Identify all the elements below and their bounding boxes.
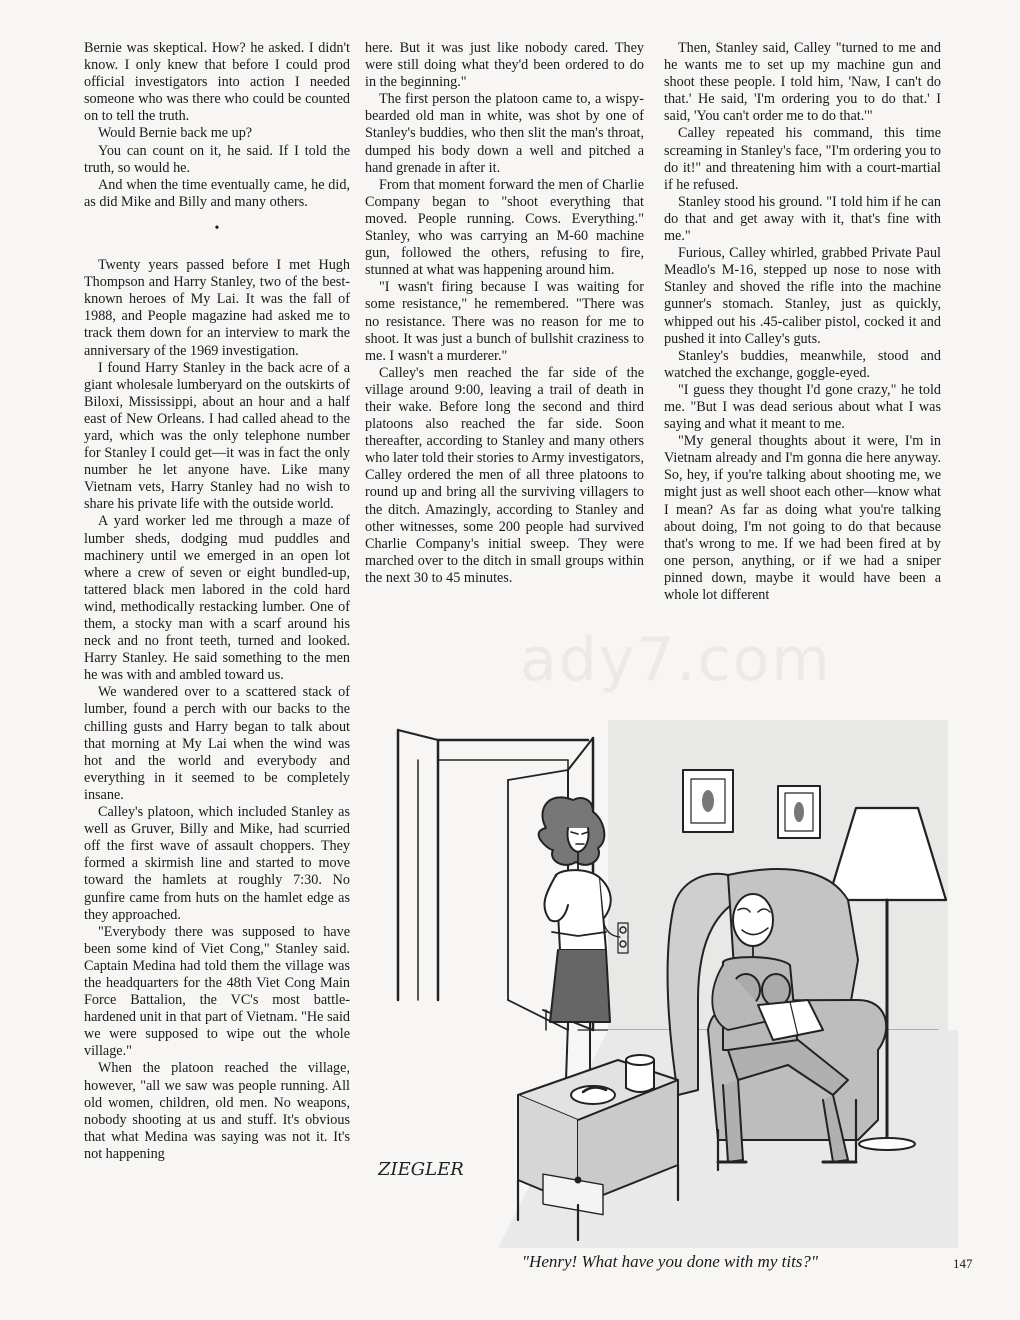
paragraph: "I guess they thought I'd gone crazy," he told me. "But I was dead serious about what I was saying and what it meant to me. xyxy=(664,381,941,433)
paragraph: A yard worker led me through a maze of lumber sheds, dodging mud puddles and machinery until we emerged in an open lot where a crew of seven or eight bundled-up, tattered black men labored in the cold hard wind, methodically restacking lumber. One of them, a stocky man with a scarf around his neck and no front teeth, turned and looked. Harry Stanley. He said something to the men he was with and ambled toward us. xyxy=(84,513,350,684)
paragraph: "I wasn't firing because I was waiting for some resistance," he remembered. "There was no resistance. There was no reason for me to shoot. It was just a bunch of bullshit craziness to me. I wasn't a murderer." xyxy=(365,279,644,364)
paragraph: I found Harry Stanley in the back acre of a giant wholesale lumberyard on the outskirts of Biloxi, Mississippi, about an hour and a half east of New Orleans. I had called ahead to the yard, which was the only telephone number for Stanley I could get—it was in fact the only number he let anyone have. Like many Vietnam vets, Harry Stanley had no wish to share his private life with the outside world. xyxy=(84,359,350,513)
paragraph: When the platoon reached the village, however, "all we saw was people running. All old women, children, old men. No weapons, nobody shooting at us and stuff. It's obvious that what Medina was saying was not it. It's not happening xyxy=(84,1060,350,1162)
picture-frame-icon xyxy=(683,770,733,832)
paragraph: From that moment forward the men of Charlie Company began to "shoot everything that moved. People running. Cows. Everything." Stanley, who was carrying an M-60 machine gun, followed the others, refusing to fire, stunned at what was happening around him. xyxy=(365,176,644,279)
cartoonist-signature: ZIEGLER xyxy=(378,1159,464,1180)
paragraph: Twenty years passed before I met Hugh Thompson and Harry Stanley, two of the best-known heroes of My Lai. It was the fall of 1988, and People magazine had asked me to track them down for an interview to mark the anniversary of the 1969 investigation. xyxy=(84,257,350,359)
column-3 xyxy=(664,40,941,604)
paragraph: Would Bernie back me up? xyxy=(98,125,253,142)
ashtray-icon xyxy=(571,1086,615,1104)
paragraph: Calley's platoon, which included Stanley as well as Gruver, Billy and Mike, had scurried off the first wave of assault choppers. They formed a skirmish line and started to move toward the hamlets at roughly 7:30. No gunfire came from huts on the hamlet edge as they approached. xyxy=(84,804,350,923)
watermark: ady7.com xyxy=(520,625,832,695)
mug-icon xyxy=(626,1055,654,1092)
paragraph: "Everybody there was supposed to have been some kind of Viet Cong," Stanley said. Captain Medina had told them the village was the headquarters for the 48th Viet Cong Main Force Battalion, the VC's most battle-hardened unit in that part of Vietnam. "He said we were supposed to wipe out the whole village." xyxy=(84,923,350,1060)
column-2 xyxy=(365,40,644,587)
picture-frame-icon xyxy=(778,786,820,838)
page-number: 147 xyxy=(953,1256,973,1271)
paragraph: You can count on it, he said. If I told the truth, so would he. xyxy=(84,142,350,176)
column-1 xyxy=(84,40,350,1163)
paragraph: Calley repeated his command, this time screaming in Stanley's face, "I'm ordering you to do it!" and threatening him with a court-martial if he refused. xyxy=(664,125,941,193)
paragraph: Stanley stood his ground. "I told him if he can do that and get away with it, that's fine with me." xyxy=(664,193,941,245)
section-separator: • xyxy=(214,220,220,236)
paragraph: Stanley's buddies, meanwhile, stood and watched the exchange, goggle-eyed. xyxy=(664,347,941,381)
paragraph: "My general thoughts about it were, I'm in Vietnam already and I'm gonna die here anyway. So, hey, if you're talking about shooting me, we might just as well shoot each other—know what I mean? As far as doing what you're talking about doing, I'm not going to do that because that's wrong to me. If we had been fired at by one person, anything, or if we had a sniper pinned down, maybe it would have been a whole lot different xyxy=(664,433,941,603)
cartoon-caption: "Henry! What have you done with my tits?" xyxy=(521,1252,819,1271)
paragraph: We wandered over to a scattered stack of lumber, found a perch with our backs to the chilling gusts and Harry began to talk about that morning at My Lai when the wind was hot and the world and everybody and everything in it seemed to be completely insane. xyxy=(84,684,350,803)
paragraph: Then, Stanley said, Calley "turned to me and he wants me to set up my machine gun and shoot these people. I told him, 'Naw, I can't do that.' He said, 'I'm ordering you to do that.' I said, 'You can't order me to do that.'" xyxy=(664,40,941,125)
paragraph: Calley's men reached the far side of the village around 9:00, leaving a trail of death in their wake. Before long the second and third platoons also reached the far side. Soon thereafter, according to Stanley and many others who later told their stories to Army investigators, Calley ordered the men of all three platoons to round up and bring all the surviving villagers to the ditch. Amazingly, according to Stanley and other witnesses, some 200 people had survived Charlie Company's initial sweep. They were marched over to the ditch in small groups within the next 30 to 45 minutes. xyxy=(365,364,644,586)
paragraph: Furious, Calley whirled, grabbed Private Paul Meadlo's M-16, stepped up nose to nose with Stanley and shoved the rifle into the machine gunner's stomach. Stanley, just as quickly, whipped out his .45-caliber pistol, cocked it and pushed it into Calley's guts. xyxy=(664,245,941,347)
cartoon-illustration xyxy=(378,700,958,1248)
paragraph: Bernie was skeptical. How? he asked. I didn't know. I only knew that before I could prod official investigators into action I needed someone who was there who could be counted on to tell the truth. xyxy=(84,40,350,125)
paragraph: here. But it was just like nobody cared. They were still doing what they'd been ordered to do in the beginning." xyxy=(365,40,644,91)
paragraph: And when the time eventually came, he did, as did Mike and Billy and many others. xyxy=(84,176,350,210)
paragraph: The first person the platoon came to, a wispy-bearded old man in white, was shot by one of Stanley's buddies, who then slit the man's throat, dumped his body down a well and pitched a hand grenade in after it. xyxy=(365,91,644,176)
